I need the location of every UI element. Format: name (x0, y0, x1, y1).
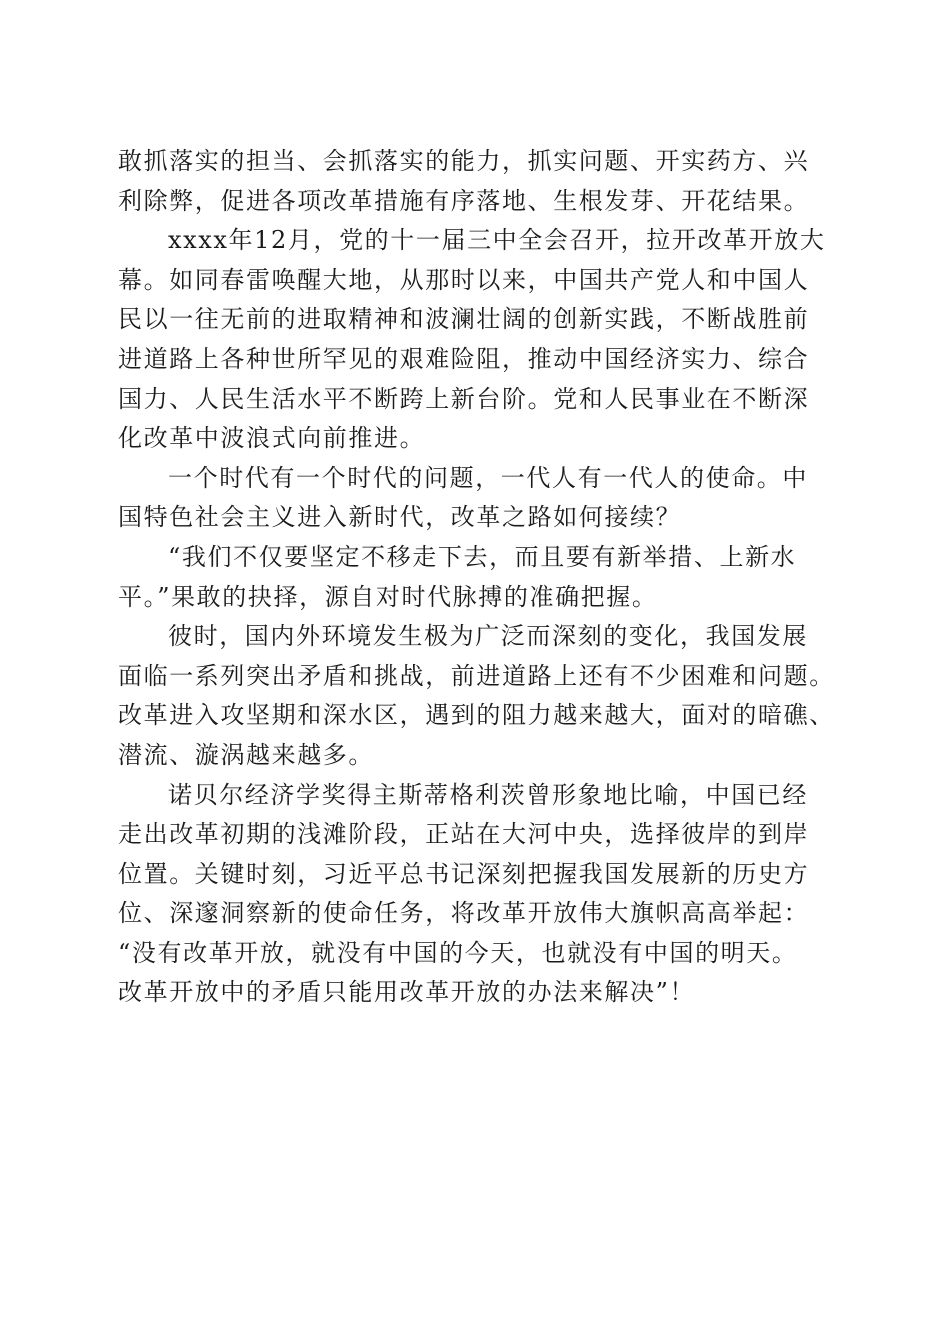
text-line: xxxx年12月，党的十一届三中全会召开，拉开改革开放大 (168, 226, 826, 255)
text-line: 国特色社会主义进入新时代，改革之路如何接续？ (118, 503, 682, 532)
text-line: 国力、人民生活水平不断跨上新台阶。党和人民事业在不断深 (118, 384, 810, 413)
text-line: 位置。关键时刻，习近平总书记深刻把握我国发展新的历史方 (118, 859, 810, 888)
text-line: 化改革中波浪式向前推进。 (118, 424, 426, 453)
text-line: 彼时，国内外环境发生极为广泛而深刻的变化，我国发展 (168, 622, 808, 651)
document-body (118, 142, 834, 1013)
text-line: 位、深邃洞察新的使命任务，将改革开放伟大旗帜高高举起： (118, 899, 810, 928)
text-line: 进道路上各种世所罕见的艰难险阻，推动中国经济实力、综合 (118, 344, 810, 373)
text-line: 民以一往无前的进取精神和波澜壮阔的创新实践，不断战胜前 (118, 305, 810, 334)
text-line: 敢抓落实的担当、会抓落实的能力，抓实问题、开实药方、兴 (118, 147, 810, 175)
text-line: 改革进入攻坚期和深水区，遇到的阻力越来越大，面对的暗礁、 (118, 701, 835, 730)
text-line: 诺贝尔经济学奖得主斯蒂格利茨曾形象地比喻，中国已经 (168, 780, 808, 809)
text-line: 利除弊，促进各项改革措施有序落地、生根发芽、开花结果。 (118, 186, 810, 215)
text-line: 潜流、漩涡越来越多。 (118, 740, 374, 769)
text-line: 幕。如同春雷唤醒大地，从那时以来，中国共产党人和中国人 (118, 265, 810, 294)
text-line: 平。”果敢的抉择，源自对时代脉搏的准确把握。 (118, 582, 658, 611)
paragraph-1 (118, 142, 834, 221)
text-line: 改革开放中的矛盾只能用改革开放的办法来解决”！ (118, 978, 696, 1007)
text-line: 走出改革初期的浅滩阶段，正站在大河中央，选择彼岸的到岸 (118, 820, 810, 849)
text-line: 面临一系列突出矛盾和挑战，前进道路上还有不少困难和问题。 (118, 661, 835, 690)
paragraph-4 (118, 538, 834, 617)
text-line: 一个时代有一个时代的问题，一代人有一代人的使命。中 (168, 463, 808, 492)
paragraph-6 (118, 776, 834, 1014)
text-line: “我们不仅要坚定不移走下去，而且要有新举措、上新水 (168, 542, 797, 571)
paragraph-2 (118, 221, 834, 459)
paragraph-3 (118, 459, 834, 538)
paragraph-5 (118, 617, 834, 775)
text-line: “没有改革开放，就没有中国的今天，也就没有中国的明天。 (118, 938, 798, 967)
